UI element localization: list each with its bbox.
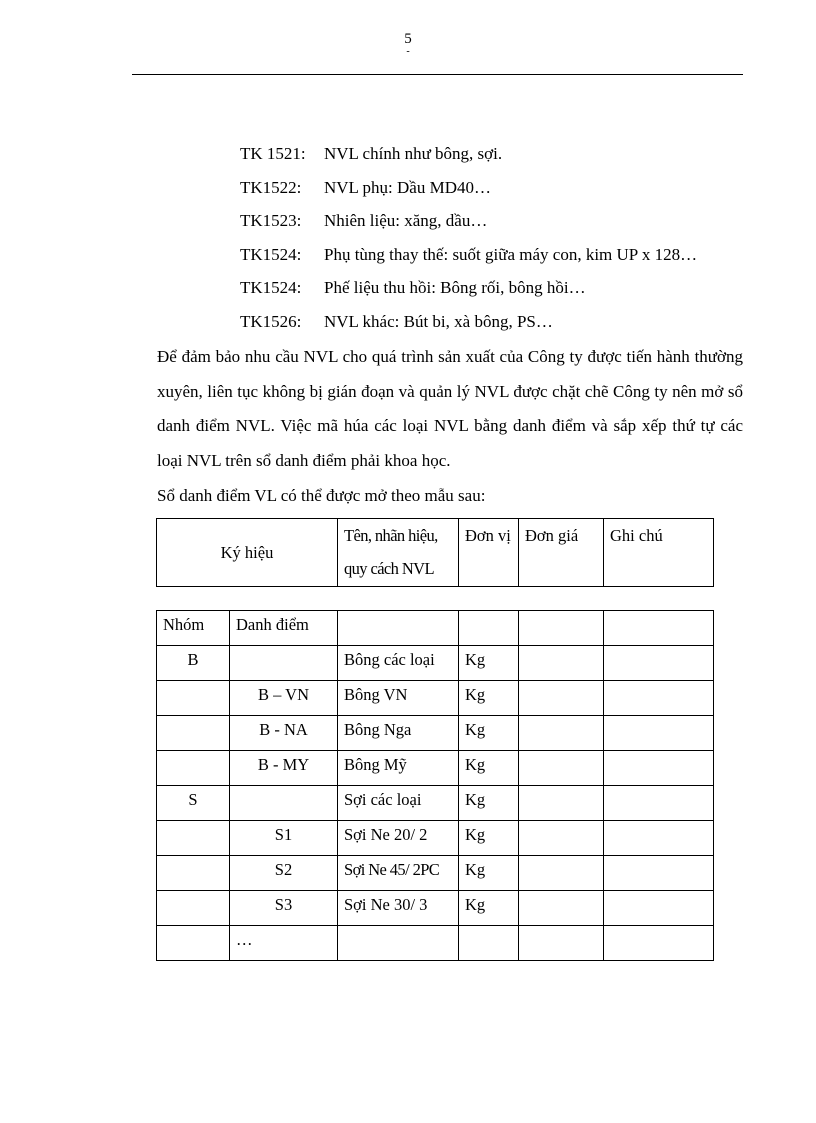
cell-danh-diem <box>230 786 338 821</box>
account-item <box>240 174 697 208</box>
cell-ten: Bông Mỹ <box>338 751 459 786</box>
cell-ghi-chu <box>604 716 714 751</box>
account-description: NVL khác: Bút bi, xà bông, PS… <box>324 311 553 331</box>
account-description: Phụ tùng thay thế: suốt giữa máy con, kim UP x 128… <box>324 244 698 264</box>
body-paragraph <box>157 340 743 478</box>
cell-nhom <box>157 821 230 856</box>
cell-ten: Sợi Ne 20/ 2 <box>338 821 459 856</box>
account-code: TK1524: <box>240 278 302 298</box>
cell-nhom <box>157 681 230 716</box>
cell-nhom <box>157 891 230 926</box>
cell-danh-diem: S1 <box>230 821 338 856</box>
column-nhom: Nhóm <box>157 611 230 646</box>
cell-ghi-chu <box>604 891 714 926</box>
table-row <box>157 926 714 961</box>
cell-don-gia <box>519 926 604 961</box>
cell-ten <box>338 926 459 961</box>
page-number: 5 <box>404 31 412 47</box>
header-rule <box>132 74 743 75</box>
cell-don-gia <box>519 856 604 891</box>
cell-don-gia <box>519 751 604 786</box>
table-cell <box>519 611 604 646</box>
cell-don-gia <box>519 891 604 926</box>
account-code: TK1526: <box>240 311 302 331</box>
table-intro: Sổ danh điểm VL có thể được mở theo mẫu sau: <box>157 486 486 505</box>
cell-danh-diem: B – VN <box>230 681 338 716</box>
cell-ten: Bông Nga <box>338 716 459 751</box>
cell-ten: Sợi Ne 45/ 2PC <box>338 856 459 891</box>
account-description: Phế liệu thu hồi: Bông rối, bông hồi… <box>324 278 586 298</box>
cell-danh-diem: S3 <box>230 891 338 926</box>
cell-don-vi: Kg <box>459 716 519 751</box>
table-cell <box>338 611 459 646</box>
table-row <box>157 716 714 751</box>
cell-don-gia <box>519 821 604 856</box>
cell-ten: Sợi Ne 30/ 3 <box>338 891 459 926</box>
account-description: NVL chính như bông, sợi. <box>324 144 503 163</box>
page-number-dash: - <box>406 46 410 57</box>
account-item <box>240 140 697 174</box>
cell-don-vi: Kg <box>459 856 519 891</box>
table-row <box>157 646 714 681</box>
header-ky-hieu: Ký hiệu <box>157 519 338 587</box>
account-code: TK1522: <box>240 177 302 197</box>
header-don-gia: Đơn giá <box>519 519 604 587</box>
account-item <box>240 207 697 241</box>
cell-ten: Bông các loại <box>338 646 459 681</box>
cell-don-vi: Kg <box>459 821 519 856</box>
cell-don-vi: Kg <box>459 891 519 926</box>
cell-nhom <box>157 716 230 751</box>
account-code: TK 1521: <box>240 144 306 163</box>
cell-danh-diem: S2 <box>230 856 338 891</box>
table-cell <box>459 611 519 646</box>
table-row <box>157 751 714 786</box>
cell-don-gia <box>519 681 604 716</box>
account-item <box>240 274 697 308</box>
cell-danh-diem: B - NA <box>230 716 338 751</box>
cell-don-vi: Kg <box>459 751 519 786</box>
cell-ghi-chu <box>604 926 714 961</box>
cell-don-gia <box>519 716 604 751</box>
cell-don-gia <box>519 786 604 821</box>
cell-don-vi: Kg <box>459 786 519 821</box>
cell-danh-diem: … <box>230 926 338 961</box>
cell-don-gia <box>519 646 604 681</box>
cell-don-vi <box>459 926 519 961</box>
column-label-row <box>157 611 714 646</box>
header-ghi-chu: Ghi chú <box>604 519 714 587</box>
cell-nhom <box>157 926 230 961</box>
danh-diem-table <box>156 610 714 961</box>
cell-nhom: B <box>157 646 230 681</box>
cell-ghi-chu <box>604 751 714 786</box>
account-code: TK1523: <box>240 211 302 231</box>
cell-danh-diem <box>230 646 338 681</box>
cell-nhom <box>157 856 230 891</box>
cell-nhom: S <box>157 786 230 821</box>
cell-ghi-chu <box>604 856 714 891</box>
cell-ghi-chu <box>604 681 714 716</box>
table-row <box>157 891 714 926</box>
cell-ghi-chu <box>604 786 714 821</box>
cell-don-vi: Kg <box>459 681 519 716</box>
header-row <box>157 519 714 587</box>
column-danh-diem: Danh điểm <box>230 611 338 646</box>
table-row <box>157 856 714 891</box>
cell-danh-diem: B - MY <box>230 751 338 786</box>
header-ten-nhan-hieu: Tên, nhãn hiệu, quy cách NVL <box>338 519 459 587</box>
header-table <box>156 518 714 587</box>
cell-nhom <box>157 751 230 786</box>
table-row <box>157 821 714 856</box>
account-description: Nhiên liệu: xăng, dầu… <box>324 211 488 231</box>
cell-ten: Sợi các loại <box>338 786 459 821</box>
header-don-vi: Đơn vị <box>459 519 519 587</box>
account-item <box>240 241 697 275</box>
table-row <box>157 681 714 716</box>
cell-ten: Bông VN <box>338 681 459 716</box>
table-row <box>157 786 714 821</box>
account-item <box>240 308 697 342</box>
paragraph-text: Để đảm bảo nhu cầu NVL cho quá trình sản xuất của Công ty được tiến hành thường xuyên, liên tục không bị gián đoạn và quản lý NVL được chặt chẽ Công ty nên mở sổ danh điểm NVL. Việc mã húa các loại NVL bằng danh điểm và sắp xếp thứ tự các loại NVL trên sổ danh điểm phải khoa học. <box>157 347 743 470</box>
account-list <box>240 140 697 342</box>
table-cell <box>604 611 714 646</box>
account-description: NVL phụ: Dầu MD40… <box>324 177 491 197</box>
cell-don-vi: Kg <box>459 646 519 681</box>
account-code: TK1524: <box>240 244 302 264</box>
cell-ghi-chu <box>604 646 714 681</box>
cell-ghi-chu <box>604 821 714 856</box>
